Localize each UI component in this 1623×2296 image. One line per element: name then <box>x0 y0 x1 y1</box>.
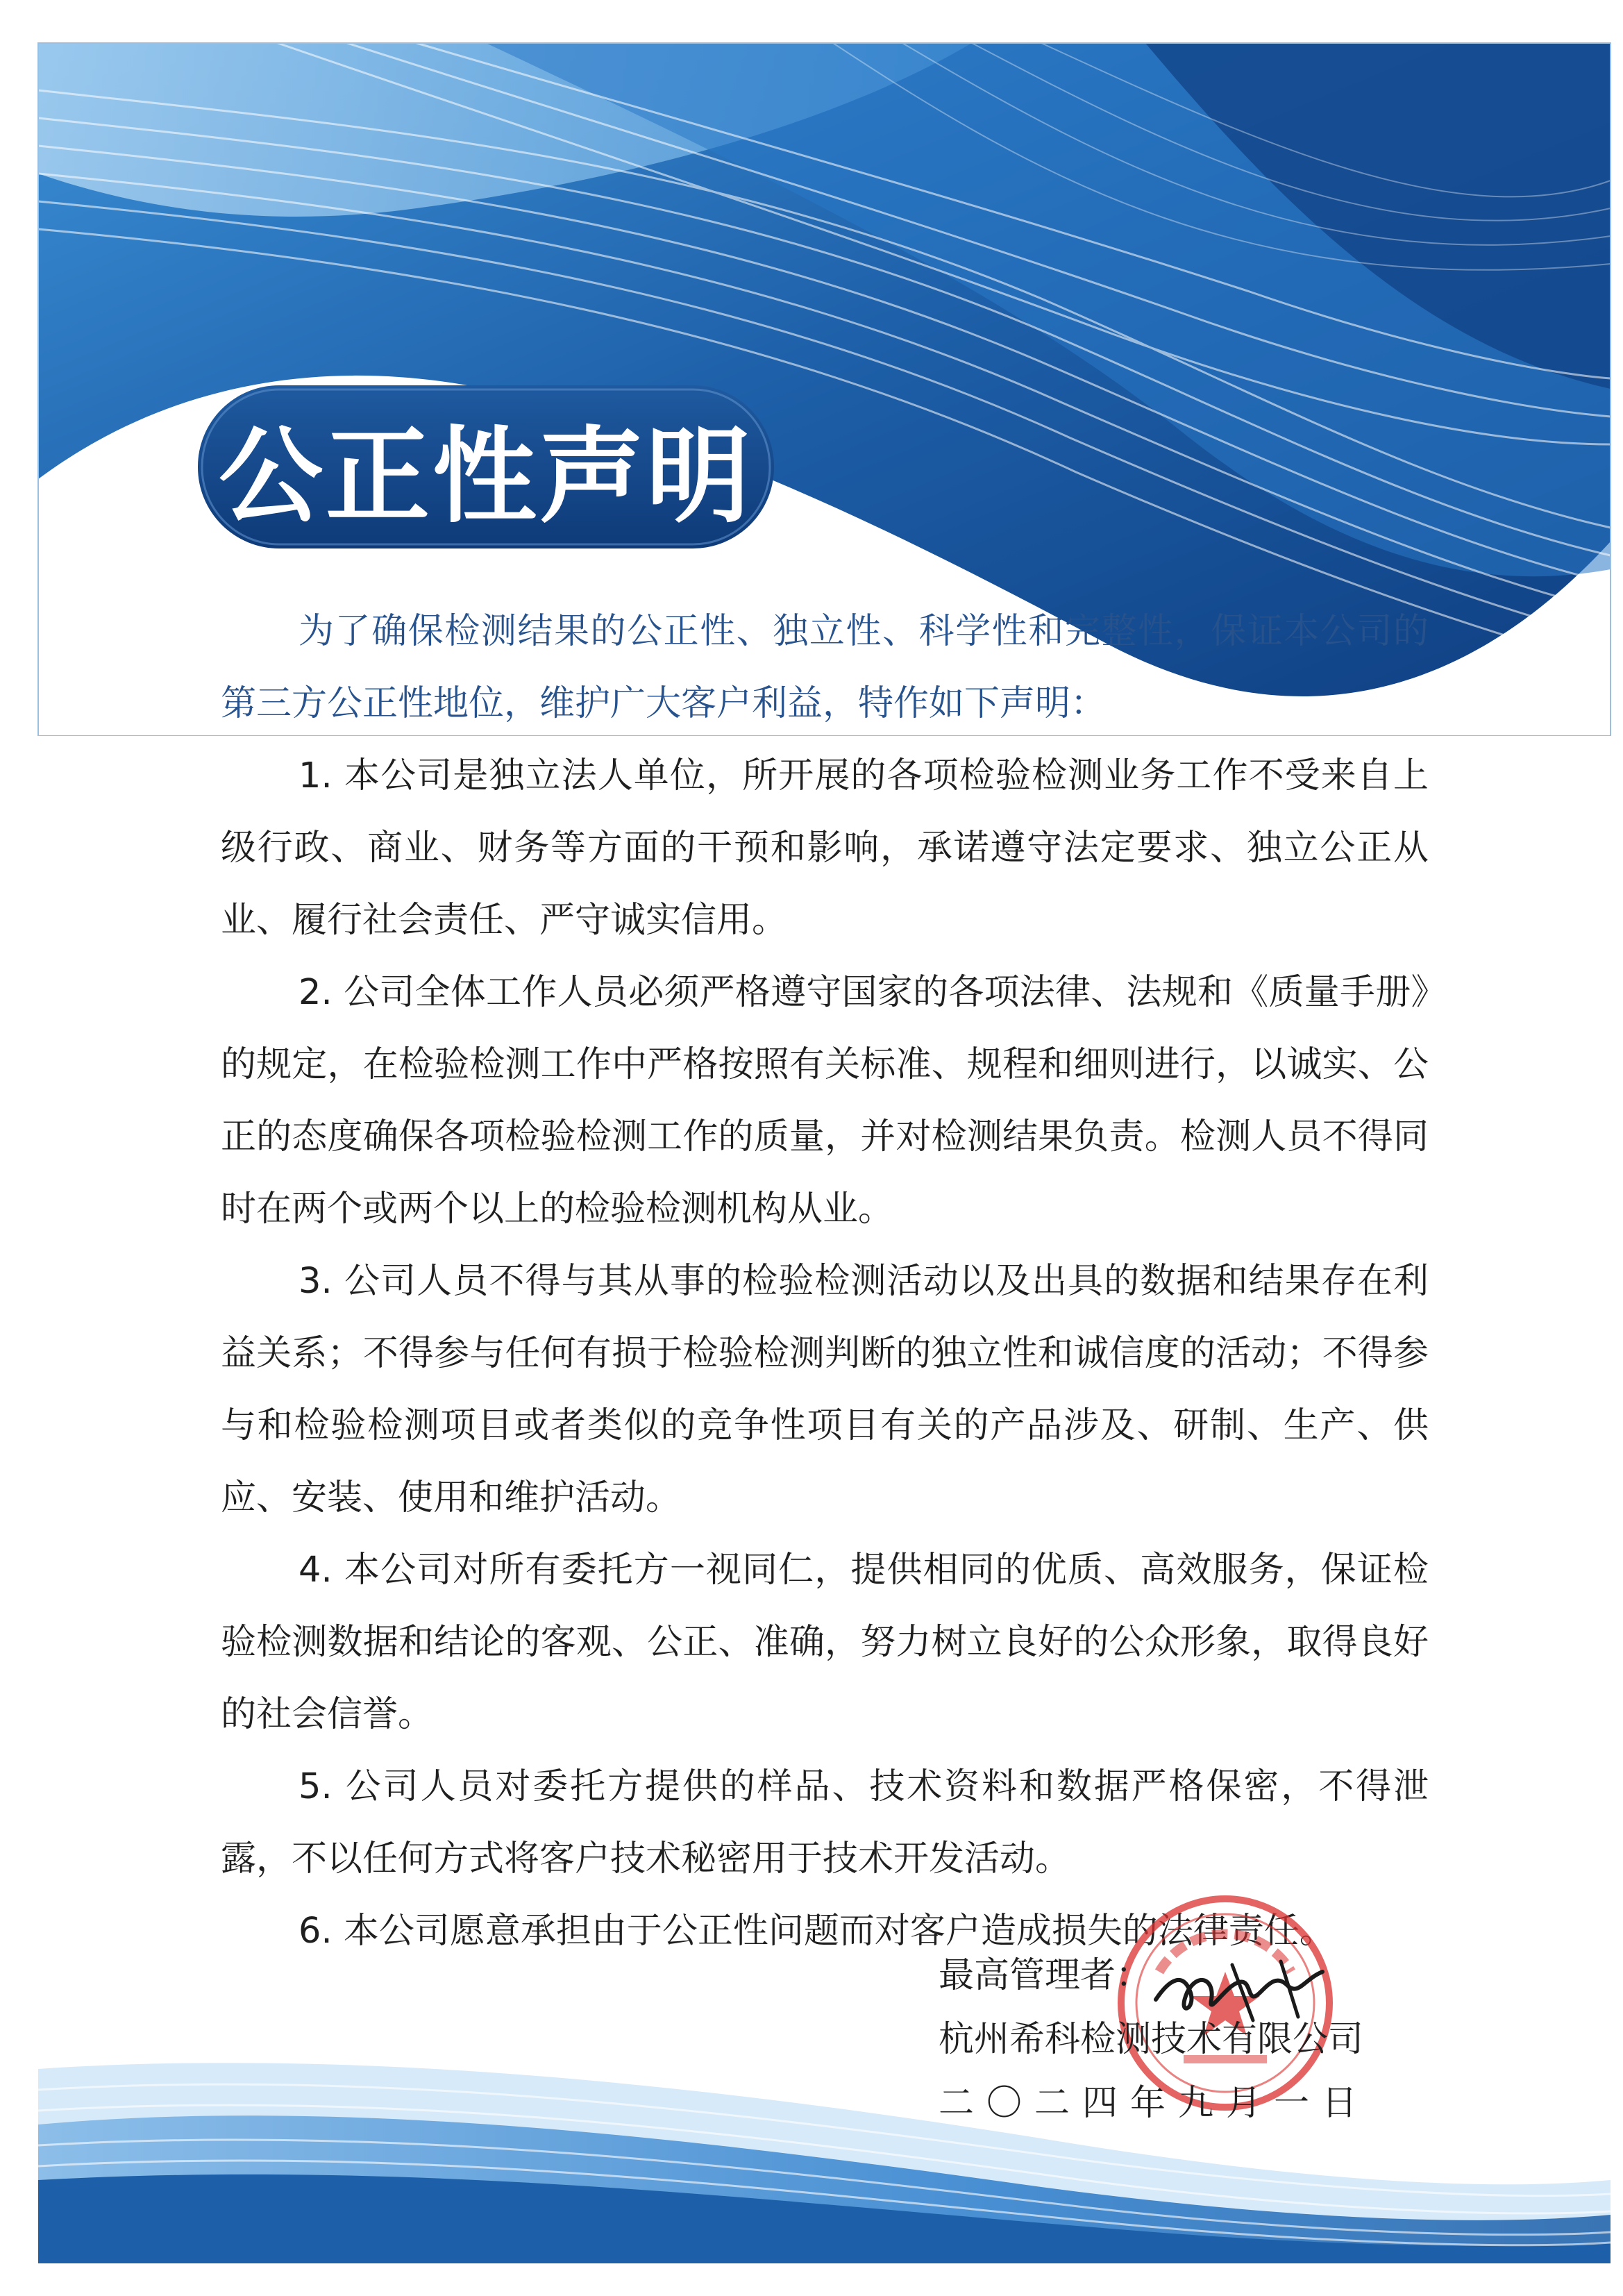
statement-item-2: 2. 公司全体工作人员必须严格遵守国家的各项法律、法规和《质量手册》的规定，在检验检测工作中严格按照有关标准、规程和细则进行，以诚实、公正的态度确保各项检验检测工作的质量，并对检测结果负责。检测人员不得同时在两个或两个以上的检验检测机构从业。 <box>221 972 1429 1230</box>
intro-paragraph: 为了确保检测结果的公正性、独立性、科学性和完整性，保证本公司的第三方公正性地位，维护广大客户利益，特作如下声明： <box>221 611 1429 724</box>
signature-block <box>939 1944 1438 2136</box>
company-name: 杭州希科检测技术有限公司 <box>939 2019 1364 2060</box>
signing-date: 二〇二四年九月一日 <box>939 2083 1370 2124</box>
page-title: 公正性声明 <box>218 416 753 537</box>
statement-item-1: 1. 本公司是独立法人单位，所开展的各项检验检测业务工作不受来自上级行政、商业、财务等方面的干预和影响，承诺遵守法定要求、独立公正从业、履行社会责任、严守诚实信用。 <box>221 755 1429 941</box>
statement-item-4: 4. 本公司对所有委托方一视同仁，提供相同的优质、高效服务，保证检验检测数据和结论的客观、公正、准确，努力树立良好的公众形象，取得良好的社会信誉。 <box>221 1550 1429 1735</box>
statement-item-3: 3. 公司人员不得与其从事的检验检测活动以及出具的数据和结果存在利益关系；不得参与任何有损于检验检测判断的独立性和诚信度的活动；不得参与和检验检测项目或者类似的竞争性项目有关的产品涉及、研制、生产、供应、安装、使用和维护活动。 <box>221 1261 1429 1518</box>
statement-item-5: 5. 公司人员对委托方提供的样品、技术资料和数据严格保密，不得泄露，不以任何方式将客户技术秘密用于技术开发活动。 <box>221 1766 1429 1879</box>
manager-label: 最高管理者： <box>939 1955 1152 1996</box>
statement-item-6: 6. 本公司愿意承担由于公正性问题而对客户造成损失的法律责任。 <box>298 1911 1335 1952</box>
statement-body <box>221 596 1429 1968</box>
